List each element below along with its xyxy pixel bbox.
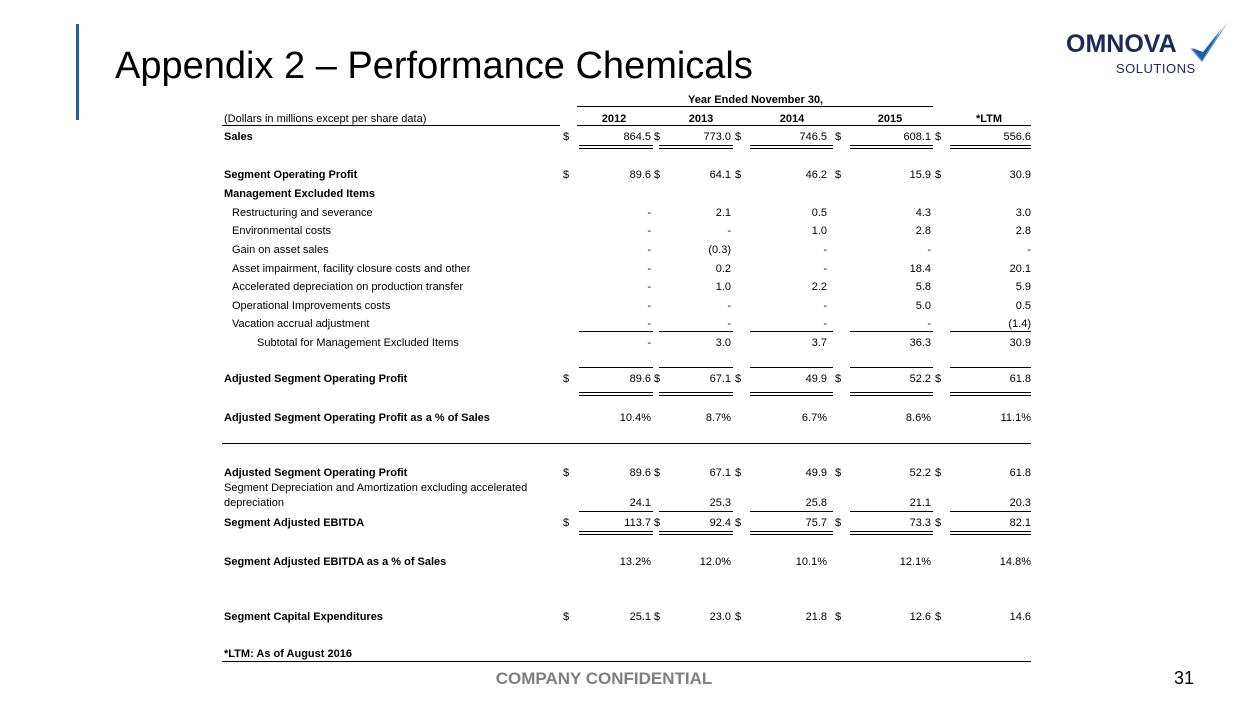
table-cell: 5.8: [915, 281, 931, 293]
dollar-sign: $: [563, 131, 570, 143]
rule: [579, 367, 653, 368]
row-label: Segment Depreciation and Amortization excluding accelerated: [224, 482, 528, 494]
dollar-sign: $: [935, 517, 942, 529]
double-rule: [750, 145, 833, 149]
rule: [577, 106, 933, 107]
table-cell: -: [647, 318, 651, 330]
table-cell: 0.2: [715, 263, 731, 275]
table-cell: 2.1: [715, 207, 731, 219]
row-label: Adjusted Segment Operating Profit: [224, 373, 408, 385]
dollar-sign: $: [835, 373, 842, 385]
rule: [750, 331, 833, 332]
rule: [222, 661, 1031, 662]
table-cell: 2.8: [1015, 225, 1031, 237]
table-cell: 2.8: [915, 225, 931, 237]
dollar-sign: $: [835, 467, 842, 479]
dollar-sign: $: [654, 373, 661, 385]
column-header: 2013: [688, 113, 714, 125]
row-label: Environmental costs: [232, 225, 332, 237]
table-cell: 5.0: [915, 300, 931, 312]
page-title: Appendix 2 – Performance Chemicals: [115, 45, 753, 87]
double-rule: [579, 392, 653, 396]
table-cell: 25.1: [629, 611, 651, 623]
dollar-sign: $: [654, 169, 661, 181]
table-cell: -: [647, 281, 651, 293]
dollar-sign: $: [835, 611, 842, 623]
dollar-sign: $: [735, 467, 742, 479]
table-cell: 1.0: [715, 281, 731, 293]
rule: [577, 125, 1031, 126]
year-group-header: Year Ended November 30,: [688, 94, 824, 106]
double-rule: [950, 531, 1031, 535]
table-cell: 20.3: [1009, 497, 1031, 509]
dollar-sign: $: [935, 467, 942, 479]
row-label: Subtotal for Management Excluded Items: [257, 337, 459, 349]
table-cell: -: [823, 318, 827, 330]
row-label: Segment Adjusted EBITDA: [224, 517, 365, 529]
double-rule: [579, 531, 653, 535]
table-cell: 12.0%: [699, 556, 731, 568]
table-cell: 8.7%: [705, 412, 731, 424]
row-label: Operational Improvements costs: [232, 300, 391, 312]
table-cell: 30.9: [1009, 337, 1031, 349]
table-cell: 89.6: [629, 373, 651, 385]
accent-bar: [76, 24, 79, 120]
row-label: Segment Capital Expenditures: [224, 611, 383, 623]
row-label-continued: depreciation: [224, 497, 284, 509]
row-label: Management Excluded Items: [224, 188, 375, 200]
table-cell: 46.2: [805, 169, 827, 181]
dollar-sign: $: [835, 169, 842, 181]
table-cell: 25.3: [709, 497, 731, 509]
column-header: *LTM: [975, 113, 1003, 125]
table-cell: 2.2: [811, 281, 827, 293]
table-cell: 556.6: [1003, 131, 1031, 143]
table-cell: 49.9: [805, 467, 827, 479]
table-cell: 23.0: [709, 611, 731, 623]
table-cell: 92.4: [709, 517, 731, 529]
table-cell: 75.7: [805, 517, 827, 529]
double-rule: [850, 145, 933, 149]
table-cell: -: [647, 263, 651, 275]
rule: [950, 331, 1031, 332]
table-cell: 5.9: [1015, 281, 1031, 293]
column-header: 2014: [779, 113, 805, 125]
table-cell: 11.1%: [1000, 412, 1031, 424]
double-rule: [750, 531, 833, 535]
dollar-sign: $: [654, 467, 661, 479]
double-rule: [750, 392, 833, 396]
dollar-sign: $: [935, 611, 942, 623]
table-cell: 64.1: [709, 169, 731, 181]
rule: [850, 511, 933, 512]
row-label: Gain on asset sales: [232, 244, 329, 256]
table-cell: 0.5: [1015, 300, 1031, 312]
logo-word: OMNOVA: [1066, 30, 1177, 58]
logo-sub: SOLUTIONS: [1116, 61, 1196, 76]
dollar-sign: $: [735, 131, 742, 143]
column-header: 2015: [877, 113, 903, 125]
table-cell: 10.4%: [619, 412, 651, 424]
table-cell: -: [727, 318, 731, 330]
table-cell: 52.2: [909, 467, 931, 479]
dollar-sign: $: [654, 517, 661, 529]
dollar-sign: $: [735, 373, 742, 385]
rule: [579, 511, 653, 512]
rule: [850, 367, 933, 368]
table-cell: 14.6: [1009, 611, 1031, 623]
table-cell: 12.6: [909, 611, 931, 623]
table-cell: 25.8: [805, 497, 827, 509]
table-cell: 773.0: [703, 131, 731, 143]
page-number: 31: [1174, 668, 1195, 688]
rule: [659, 511, 733, 512]
table-cell: 20.1: [1009, 263, 1031, 275]
dollar-sign: $: [935, 131, 942, 143]
column-header: 2012: [601, 113, 627, 125]
table-cell: 67.1: [709, 467, 731, 479]
dollar-sign: $: [835, 131, 842, 143]
row-label: Vacation accrual adjustment: [232, 318, 370, 330]
row-label: Restructuring and severance: [232, 207, 373, 219]
rule: [950, 367, 1031, 368]
double-rule: [950, 145, 1031, 149]
units-note: (Dollars in millions except per share data): [224, 113, 427, 125]
row-label: Segment Adjusted EBITDA as a % of Sales: [224, 556, 447, 568]
footnote: *LTM: As of August 2016: [224, 648, 352, 660]
table-cell: 82.1: [1009, 517, 1031, 529]
double-rule: [659, 145, 733, 149]
table-cell: -: [727, 225, 731, 237]
table-cell: 21.1: [909, 497, 931, 509]
table-cell: -: [927, 318, 931, 330]
row-label: Sales: [224, 131, 253, 143]
table-cell: (0.3): [708, 244, 731, 256]
row-label: Segment Operating Profit: [224, 169, 358, 181]
dollar-sign: $: [735, 517, 742, 529]
table-cell: 89.6: [629, 169, 651, 181]
table-cell: 0.5: [811, 207, 827, 219]
table-cell: 4.3: [915, 207, 931, 219]
omnova-logo: [1062, 18, 1232, 80]
table-cell: 73.3: [909, 517, 931, 529]
rule: [750, 511, 833, 512]
dollar-sign: $: [735, 611, 742, 623]
dollar-sign: $: [654, 611, 661, 623]
rule: [659, 367, 733, 368]
table-cell: 746.5: [799, 131, 827, 143]
table-cell: -: [647, 244, 651, 256]
table-cell: 15.9: [909, 169, 931, 181]
dollar-sign: $: [935, 169, 942, 181]
rule: [750, 367, 833, 368]
double-rule: [850, 531, 933, 535]
table-cell: 3.0: [1015, 207, 1031, 219]
dollar-sign: $: [654, 131, 661, 143]
table-cell: 3.7: [811, 337, 827, 349]
table-cell: -: [647, 225, 651, 237]
table-cell: -: [823, 300, 827, 312]
row-label: Adjusted Segment Operating Profit as a % of Sales: [224, 412, 490, 424]
table-cell: 49.9: [805, 373, 827, 385]
rule: [222, 125, 560, 126]
table-cell: 608.1: [903, 131, 931, 143]
table-cell: -: [927, 244, 931, 256]
table-cell: -: [727, 300, 731, 312]
rule: [659, 331, 733, 332]
table-cell: 30.9: [1009, 169, 1031, 181]
table-cell: 14.8%: [999, 556, 1031, 568]
double-rule: [950, 392, 1031, 396]
dollar-sign: $: [563, 611, 570, 623]
table-cell: 52.2: [909, 373, 931, 385]
double-rule: [850, 392, 933, 396]
table-cell: 89.6: [629, 467, 651, 479]
table-cell: 12.1%: [899, 556, 931, 568]
dollar-sign: $: [735, 169, 742, 181]
row-label: Asset impairment, facility closure costs and other: [232, 263, 471, 275]
table-cell: -: [647, 300, 651, 312]
double-rule: [659, 392, 733, 396]
table-cell: 1.0: [811, 225, 827, 237]
table-cell: 67.1: [709, 373, 731, 385]
table-cell: -: [647, 207, 651, 219]
table-cell: 13.2%: [619, 556, 651, 568]
table-cell: 36.3: [909, 337, 931, 349]
rule: [950, 511, 1031, 512]
table-cell: 21.8: [805, 611, 827, 623]
double-rule: [659, 531, 733, 535]
rule: [850, 331, 933, 332]
table-cell: 8.6%: [905, 412, 931, 424]
table-cell: 18.4: [909, 263, 931, 275]
table-cell: -: [823, 244, 827, 256]
table-cell: -: [1027, 244, 1031, 256]
table-cell: 6.7%: [801, 412, 827, 424]
dollar-sign: $: [835, 517, 842, 529]
dollar-sign: $: [563, 467, 570, 479]
table-cell: 61.8: [1009, 467, 1031, 479]
table-cell: 24.1: [629, 497, 651, 509]
dollar-sign: $: [935, 373, 942, 385]
row-label: Adjusted Segment Operating Profit: [224, 467, 408, 479]
confidential-label: COMPANY CONFIDENTIAL: [495, 669, 713, 688]
rule: [579, 331, 653, 332]
table-cell: -: [647, 337, 651, 349]
dollar-sign: $: [563, 169, 570, 181]
dollar-sign: $: [563, 373, 570, 385]
table-cell: 10.1%: [795, 556, 827, 568]
double-rule: [579, 145, 653, 149]
table-cell: -: [823, 263, 827, 275]
dollar-sign: $: [563, 517, 570, 529]
table-cell: 864.5: [623, 131, 651, 143]
table-cell: 3.0: [715, 337, 731, 349]
table-cell: 61.8: [1009, 373, 1031, 385]
row-label: Accelerated depreciation on production transfer: [232, 281, 464, 293]
rule: [222, 443, 1031, 444]
table-cell: 113.7: [624, 517, 651, 529]
table-cell: (1.4): [1008, 318, 1031, 330]
